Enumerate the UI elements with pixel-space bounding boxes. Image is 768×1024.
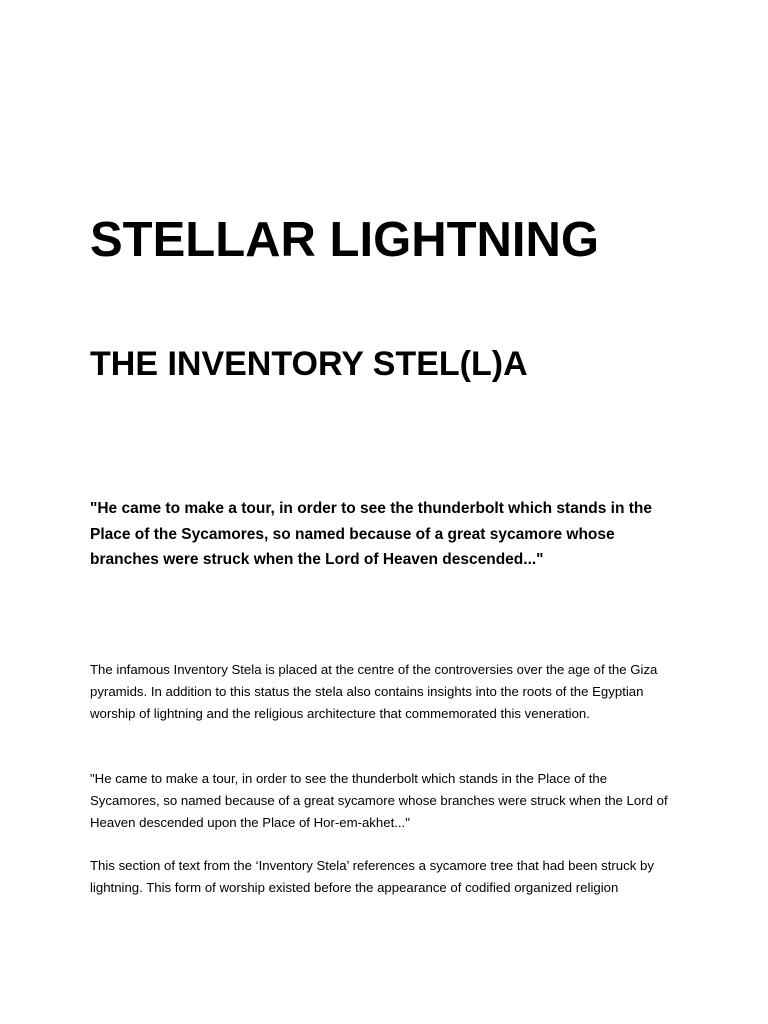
body-paragraph: "He came to make a tour, in order to see the thunderbolt which stands in the Place of the Sycamores, so named because of a great sycamore whose branches were struck when the Lord of Heaven descended upon the Place of Hor-em-akhet..." [90,771,668,830]
document-subtitle: THE INVENTORY STEL(L)A [90,345,528,383]
epigraph-quote: "He came to make a tour, in order to see the thunderbolt which stands in the Place of the Sycamores, so named because of a great sycamore whose branches were struck when the Lord of Heaven descended..." [90,500,653,568]
document-title: STELLAR LIGHTNING [90,213,600,267]
body-paragraph: This section of text from the ‘Inventory Stela’ references a sycamore tree that had been struck by lightning. This form of worship existed before the appearance of codified organized religion [90,858,654,895]
body-paragraph: The infamous Inventory Stela is placed at the centre of the controversies over the age of the Giza pyramids. In addition to this status the stela also contains insights into the roots of the Egyptian worship of lightning and the religious architecture that commemorated this veneration. [90,662,658,721]
